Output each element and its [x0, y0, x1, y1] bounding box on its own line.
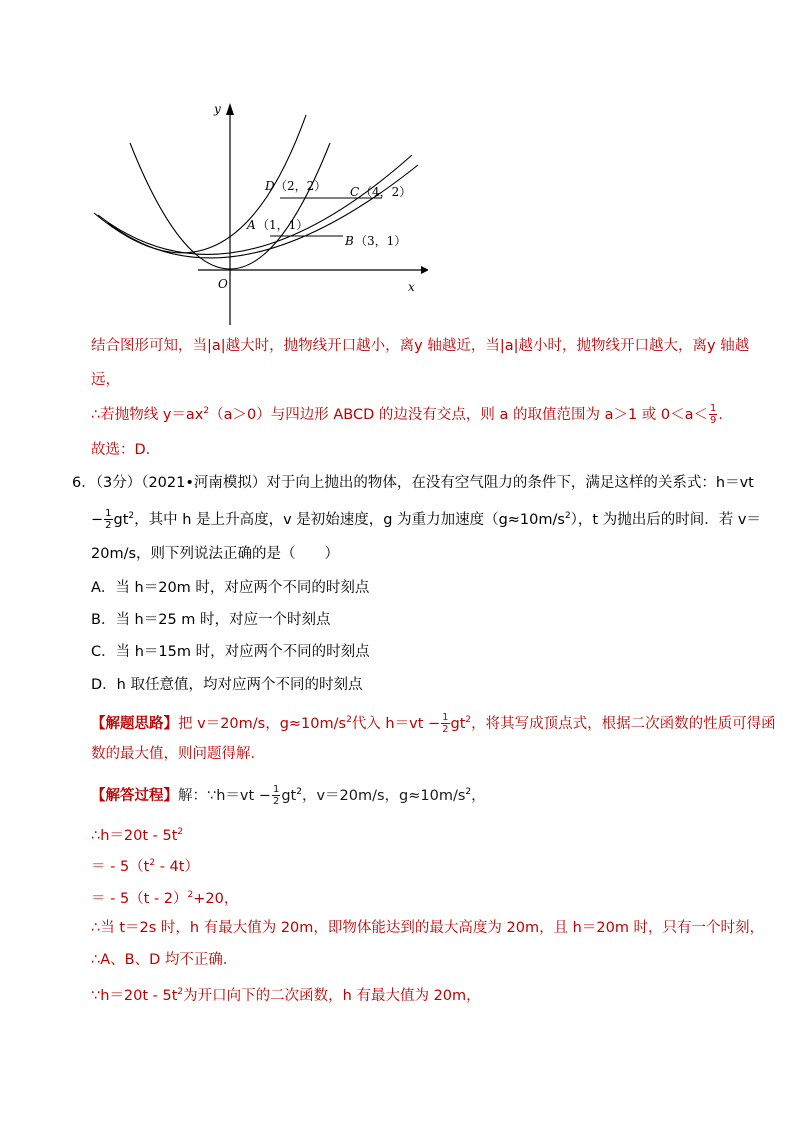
conclusion-line-1: 结合图形可知，当|a|越大时，抛物线开口越小，离y 轴越近，当|a|越小时，抛物线开口越大，离y 轴越: [91, 338, 750, 354]
range-text-b: （a＞0）与四边形 ABCD 的边没有交点，则 a 的取值范围为 a＞1 或 0＜a＜: [209, 406, 709, 423]
point-A-letter: A: [247, 218, 256, 232]
solution-process-line-1: 【解答过程】解：∵h＝vt − $\frac{1}{2}$ $gt^2$，v＝20m/s，$g\approx 10m/s^2$，: [91, 784, 486, 808]
question-6-line-1: 6．（3分）（2021•河南模拟）对于向上抛出的物体，在没有空气阻力的条件下，满足这样的关系式：h＝vt: [72, 475, 754, 491]
option-c: C．当 h＝15m 时，对应两个不同的时刻点: [91, 644, 370, 660]
solution-process-d: ，: [471, 787, 486, 804]
step-1: ∴h＝20t - $5t^2$: [91, 827, 184, 844]
range-text-a: ∴若抛物线 y＝ax: [91, 406, 204, 423]
solution-idea-d: ，将其写成顶点式，根据二次函数的性质可得函: [471, 715, 776, 732]
point-B-coords: （3，1）: [355, 234, 407, 248]
question-6-line-3: 20m/s，则下列说法正确的是（ ）: [91, 546, 340, 562]
question-6-line-2-text: ，其中 h 是上升高度，v 是初始速度，g 为重力加速度（g≈10m/s: [134, 511, 565, 528]
solution-process-c: ，v＝20m/s，g≈10m/s: [301, 787, 466, 804]
point-A-coords: （1，1）: [257, 218, 309, 232]
x-axis-label: x: [408, 280, 415, 294]
conclusion-line-2: 远，: [91, 372, 120, 388]
x-axis-arrow: [421, 266, 428, 274]
step-2: ＝ - $5(t^2 - 4t)$: [91, 858, 199, 875]
range-line: [91, 401, 733, 426]
question-6-line-2-end: ），t 为抛出后的时间．若 v＝: [570, 511, 761, 528]
solution-idea-a: 把 v＝20m/s，g≈10m/s: [178, 715, 347, 732]
option-d: D．h 取任意值，均对应两个不同的时刻点: [91, 677, 363, 693]
point-C-coords: （4，2）: [360, 185, 412, 199]
minus-sign: −: [91, 511, 104, 528]
solution-idea-c: gt: [450, 715, 466, 732]
square-sup: 2: [203, 406, 210, 416]
solution-process-tag: 【解答过程】: [91, 787, 178, 804]
origin-label: O: [218, 277, 228, 291]
question-6-line-2: − $\frac{1}{2}$ $gt^2$，其中 h 是上升高度，v 是初始速度，g 为重力加速度$(g\approx 10m/s^2)$，t 为抛出后的时间．若 v＝: [91, 508, 761, 532]
step-4: ∴当 t＝2s 时，h 有最大值为 20m，即物体能达到的最大高度为 20m，且 h＝20m 时，只有一个时刻，: [91, 920, 765, 936]
gt-text: gt: [113, 511, 129, 528]
step-3: ＝ - 5（t - 2）$^2$+20，: [91, 890, 239, 907]
point-D-letter: D: [265, 179, 275, 193]
parabola-figure: [88, 95, 428, 325]
y-axis-label: y: [214, 102, 221, 116]
point-C-letter: C: [350, 185, 360, 199]
answer-line: 故选：D．: [91, 442, 161, 458]
point-B-letter: B: [345, 234, 354, 248]
point-D-coords: （2，2）: [275, 179, 327, 193]
solution-idea-tag: 【解题思路】: [91, 715, 178, 732]
fraction-one-half-2: $\frac{1}{2}$: [442, 712, 449, 736]
y-axis-arrow: [226, 103, 234, 115]
fraction-one-ninth: $\frac{1}{9}$: [710, 403, 717, 427]
fraction-one-half: $\frac{1}{2}$: [105, 508, 112, 532]
option-a: A．当 h＝20m 时，对应两个不同的时刻点: [91, 580, 370, 596]
fraction-one-half-3: $\frac{1}{2}$: [272, 784, 280, 808]
step-6: ∵h＝20t - $5t^2$为开口向下的二次函数，h 有最大值为 20m，: [91, 987, 481, 1004]
solution-idea-line-1: 【解题思路】把 v＝20m/s，$g\approx 10m/s^2$代入 h＝vt − $\frac{1}{2}$ $gt^2$，将其写成顶点式，根据二次函数的性质可得函: [91, 712, 776, 736]
solution-idea-line-2: 数的最大值，则问题得解．: [91, 746, 265, 762]
range-end: ．: [718, 406, 733, 423]
option-b: B．当 h＝25 m 时，对应一个时刻点: [91, 612, 331, 628]
solution-process-a: 解：∵h＝vt −: [178, 787, 271, 804]
solution-process-b: gt: [281, 787, 297, 804]
step-5: ∴A、B、D 均不正确．: [91, 952, 238, 968]
solution-idea-b: 代入 h＝vt −: [351, 715, 441, 732]
